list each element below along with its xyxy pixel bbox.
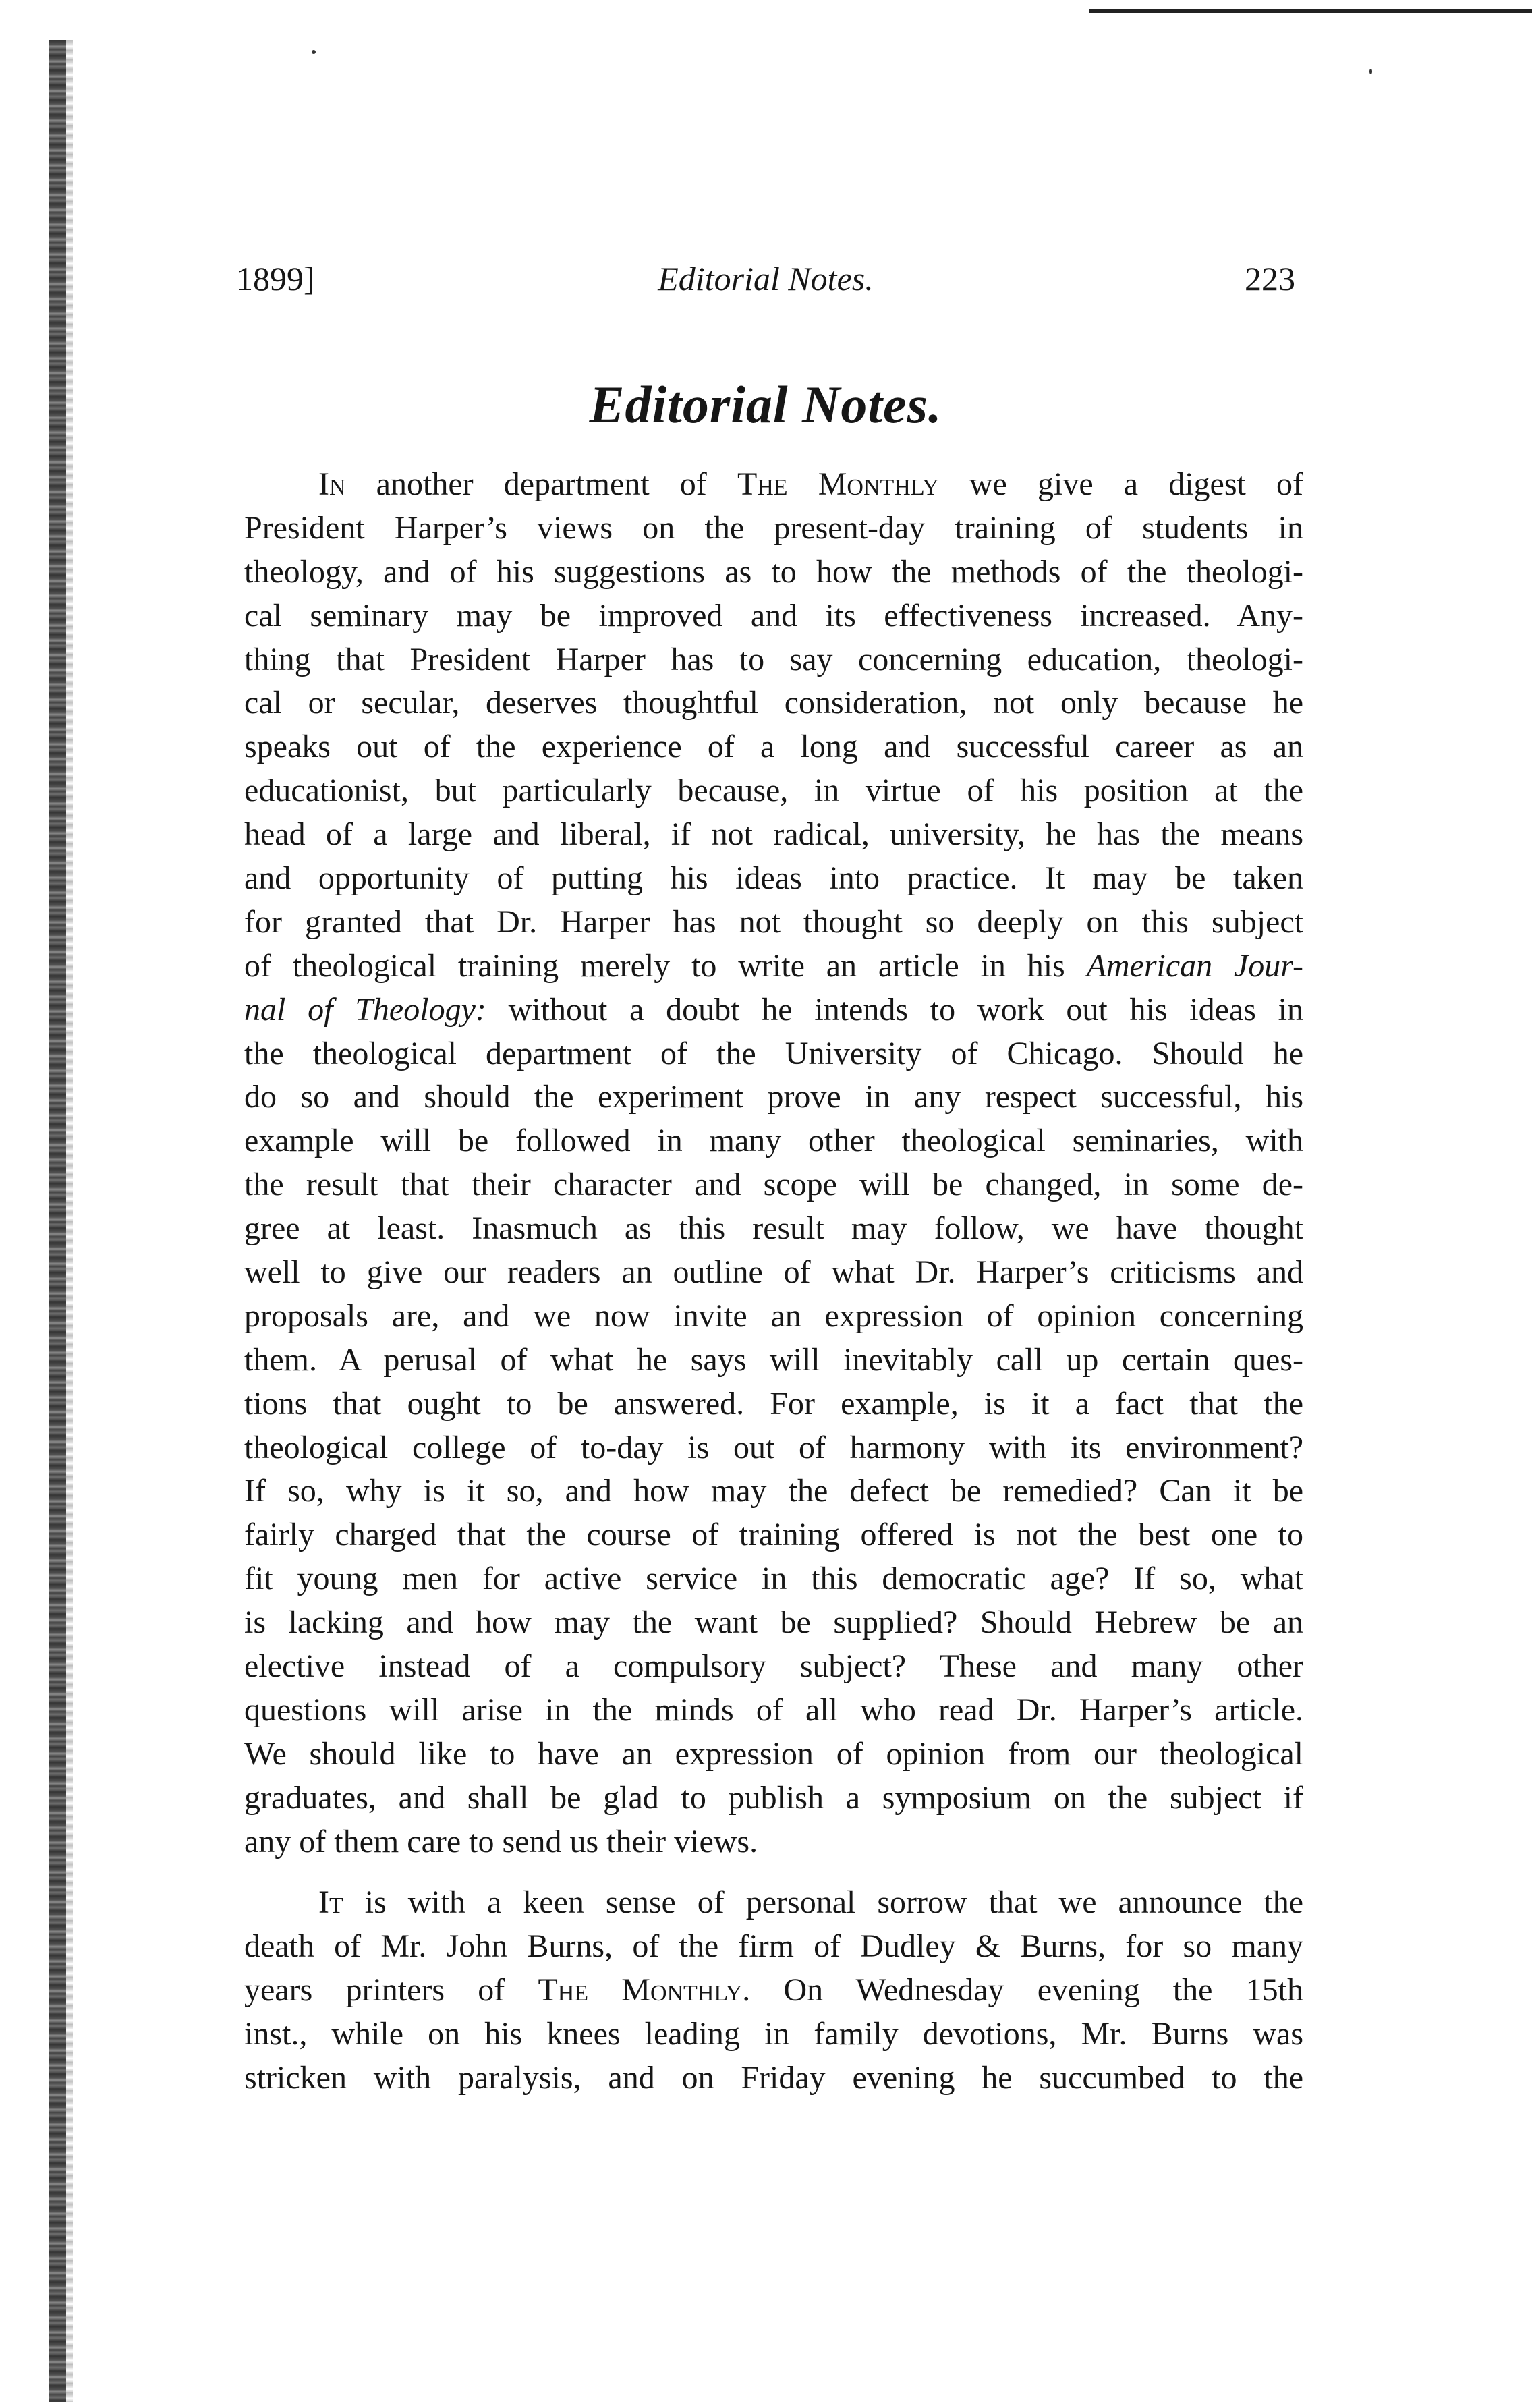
scan-speck [312, 50, 316, 54]
text-line: any of them care to send us their views. [244, 1823, 758, 1859]
text-line: gree at least. Inasmuch as this result may follow, we have thought [244, 1210, 1303, 1247]
text-line: for granted that Dr. Harper has not thought so deeply on this subject [244, 903, 1303, 940]
text-line: cal or secular, deserves thoughtful consideration, not only because he [244, 685, 1303, 721]
scan-speck [1369, 69, 1372, 74]
text-line: President Harper’s views on the present-day training of students in [244, 509, 1303, 546]
text-line: tions that ought to be answered. For example, is it a fact that the [244, 1385, 1303, 1422]
text-line: death of Mr. John Burns, of the firm of Dudley & Burns, for so many [244, 1928, 1303, 1964]
drop-smallcap: In [318, 466, 346, 502]
text-line: nal of Theology: without a doubt he intends to work out his ideas in [244, 991, 1303, 1028]
journal-name: The Monthly [737, 466, 939, 502]
text-line: cal seminary may be improved and its effectiveness increased. Any- [244, 597, 1303, 634]
text-line: head of a large and liberal, if not radical, university, he has the means [244, 816, 1303, 853]
paragraph-burns-obituary [244, 1881, 1303, 2100]
text-line: the theological department of the University of Chicago. Should he [244, 1035, 1303, 1071]
binding-edge [49, 40, 66, 2402]
page-number: 223 [1245, 260, 1295, 298]
text-line: questions will arise in the minds of all who read Dr. Harper’s article. [244, 1691, 1303, 1728]
header-title: Editorial Notes. [658, 260, 874, 298]
text-line: years printers of The Monthly. On Wednesday evening the 15th [244, 1971, 1303, 2008]
text-line: example will be followed in many other theological seminaries, with [244, 1123, 1303, 1159]
text-line: It is with a keen sense of personal sorrow that we announce the [318, 1884, 1303, 1920]
text-line: educationist, but particularly because, in virtue of his position at the [244, 773, 1303, 809]
text-line: We should like to have an expression of opinion from our theological [244, 1735, 1303, 1772]
section-title: Editorial Notes. [589, 375, 942, 434]
text-line: theology, and of his suggestions as to how the methods of the theologi- [244, 553, 1303, 590]
text-line: elective instead of a compulsory subject? These and many other [244, 1648, 1303, 1685]
text-line: do so and should the experiment prove in any respect successful, his [244, 1079, 1303, 1115]
text-line: theological college of to-day is out of harmony with its environment? [244, 1429, 1303, 1465]
text-line: the result that their character and scope will be changed, in some de- [244, 1167, 1303, 1203]
text-line: inst., while on his knees leading in family devotions, Mr. Burns was [244, 2015, 1303, 2052]
text-line: is lacking and how may the want be supplied? Should Hebrew be an [244, 1604, 1303, 1641]
text-line: fit young men for active service in this democratic age? If so, what [244, 1561, 1303, 1597]
journal-title-italic: nal of Theology: [244, 991, 486, 1028]
text-line: speaks out of the experience of a long and successful career as an [244, 729, 1303, 765]
text-line: thing that President Harper has to say concerning education, theologi- [244, 641, 1303, 677]
text-line: stricken with paralysis, and on Friday evening he succumbed to the [244, 2059, 1303, 2096]
journal-name: The Monthly [538, 1971, 743, 2008]
text-line: proposals are, and we now invite an expression of opinion concerning [244, 1297, 1303, 1334]
text-line: well to give our readers an outline of what Dr. Harper’s criticisms and [244, 1254, 1303, 1291]
text-line: graduates, and shall be glad to publish a symposium on the subject if [244, 1779, 1303, 1816]
text-line: and opportunity of putting his ideas into practice. It may be taken [244, 860, 1303, 897]
paragraph-harper-digest [244, 463, 1303, 1864]
text-line: of theological training merely to write an article in his American Jour- [244, 947, 1303, 984]
drop-smallcap: It [318, 1884, 343, 1920]
journal-title-italic: American Jour- [1086, 947, 1303, 984]
text-line: In another department of The Monthly we give a digest of [318, 466, 1303, 502]
top-rule [1089, 9, 1532, 13]
running-head [236, 255, 1295, 302]
text-line: them. A perusal of what he says will inevitably call up certain ques- [244, 1341, 1303, 1378]
binding-shadow [66, 40, 73, 2402]
text-line: If so, why is it so, and how may the defect be remedied? Can it be [244, 1473, 1303, 1509]
text-line: fairly charged that the course of training offered is not the best one to [244, 1517, 1303, 1553]
header-year: 1899] [236, 260, 315, 298]
